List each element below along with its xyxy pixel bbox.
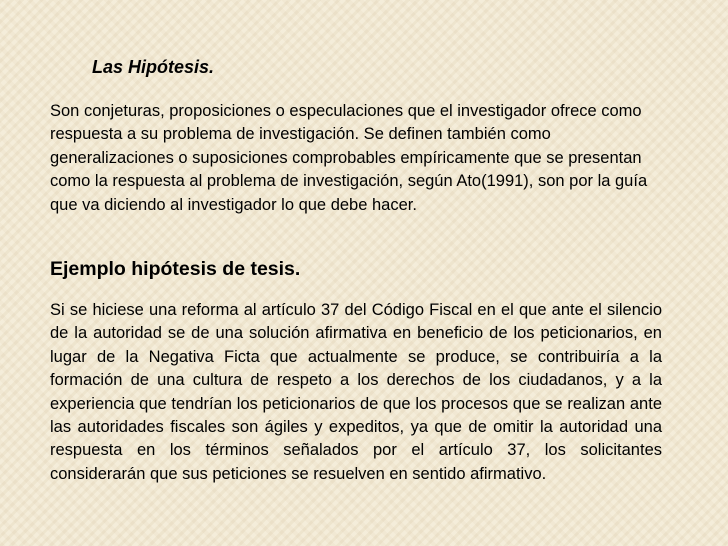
- example-paragraph: Si se hiciese una reforma al artículo 37 del Código Fiscal en el que ante el silencio de la autoridad se de una solución afirmativa en beneficio de los peticionarios, en lugar de la Negativa Ficta que actualmente se produce, se contribuiría a la formación de una cultura de respeto a los derechos de los ciudadanos, y a la experiencia que tendrían los peticionarios de que los procesos que se realizan ante las autoridades fiscales son ágiles y expeditos, ya que de omitir la autoridad una respuesta en los términos señalados por el artículo 37, los solicitantes considerarán que sus peticiones se resuelven en sentido afirmativo.: [50, 301, 662, 483]
- example-heading: Ejemplo hipótesis de tesis.: [50, 258, 301, 280]
- definition-paragraph: Son conjeturas, proposiciones o especulaciones que el investigador ofrece como respuesta a su problema de investigación. Se definen también como generalizaciones o suposiciones comprobables empíricamente que se presentan como la respuesta al problema de investigación, según Ato(1991), son por la guía que va diciendo al investigador lo que debe hacer.: [50, 102, 648, 214]
- slide-title: Las Hipótesis.: [92, 57, 215, 77]
